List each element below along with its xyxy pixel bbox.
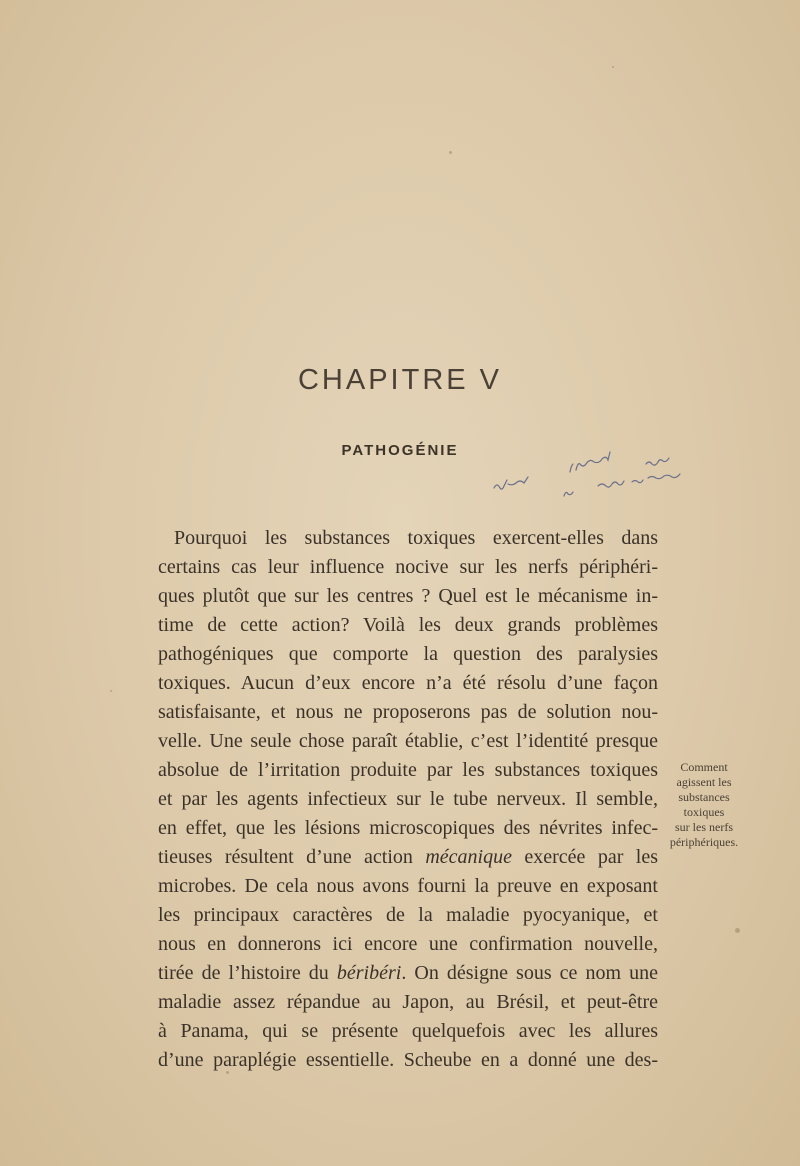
emphasis-text: mécanique	[425, 846, 512, 868]
text-segment: . On désigne sous ce nom une	[401, 962, 658, 984]
text-line	[158, 611, 658, 640]
text-line	[158, 669, 658, 698]
text-line	[158, 640, 658, 669]
text-line	[158, 756, 658, 785]
text-segment: et par les agents infectieux sur le tube nerveux. Il semble,	[158, 788, 658, 810]
text-segment: certains cas leur influence nocive sur les nerfs périphéri-	[158, 556, 658, 578]
margin-note-line: périphériques.	[669, 835, 739, 849]
text-segment: d’une paraplégie essentielle. Scheube en a donné une des-	[158, 1049, 658, 1071]
paper-speck	[449, 151, 452, 154]
text-segment: toxiques. Aucun d’eux encore n’a été résolu d’une façon	[158, 672, 658, 694]
text-segment: tieuses résultent d’une action	[158, 846, 426, 868]
text-line	[158, 872, 658, 901]
text-segment: pathogéniques que comporte la question des paralysies	[158, 643, 658, 665]
text-segment: à Panama, qui se présente quelquefois avec les allures	[158, 1020, 658, 1042]
text-segment: maladie assez répandue au Japon, au Brésil, et peut-être	[158, 991, 658, 1013]
text-segment: nous en donnerons ici encore une confirmation nouvelle,	[158, 933, 658, 955]
paper-speck	[110, 690, 112, 692]
text-segment: velle. Une seule chose paraît établie, c’est l’identité presque	[158, 730, 658, 752]
section-title: PATHOGÉNIE	[341, 442, 459, 459]
margin-note-line: substances	[678, 790, 730, 804]
text-line	[158, 524, 658, 553]
text-line	[158, 959, 658, 988]
margin-note	[658, 760, 750, 850]
text-segment: ques plutôt que sur les centres ? Quel est le mécanisme in-	[158, 585, 658, 607]
text-segment: exercée par les	[511, 846, 658, 868]
text-segment: time de cette action? Voilà les deux grands problèmes	[158, 614, 658, 636]
text-line	[158, 988, 658, 1017]
body-text	[158, 524, 658, 1075]
margin-note-line: Comment	[680, 760, 728, 774]
text-line	[158, 553, 658, 582]
paper-speck	[612, 66, 614, 68]
text-line	[158, 1017, 658, 1046]
text-segment: tirée de l’histoire du	[158, 962, 337, 984]
chapter-title: CHAPITRE V	[297, 364, 503, 396]
text-line	[158, 814, 658, 843]
text-line	[158, 843, 658, 872]
paper-speck	[735, 928, 740, 933]
margin-note-line: agissent les	[676, 775, 732, 789]
text-segment: les principaux caractères de la maladie pyocyanique, et	[158, 904, 658, 926]
margin-note-line: toxiques	[683, 805, 725, 819]
text-segment: en effet, que les lésions microscopiques des névrites infec-	[158, 817, 658, 839]
emphasis-text: béribéri	[336, 962, 402, 984]
text-segment: satisfaisante, et nous ne proposerons pas de solution nou-	[158, 701, 658, 723]
text-segment: Pourquoi les substances toxiques exercent-elles dans	[174, 527, 658, 549]
text-line	[158, 727, 658, 756]
text-line	[158, 698, 658, 727]
text-line	[158, 785, 658, 814]
text-segment: microbes. De cela nous avons fourni la preuve en exposant	[158, 875, 658, 897]
text-line	[158, 901, 658, 930]
text-line	[158, 1046, 658, 1075]
margin-note-line: sur les nerfs	[675, 820, 733, 834]
text-line	[158, 930, 658, 959]
handwritten-annotation	[486, 450, 706, 500]
text-line	[158, 582, 658, 611]
text-segment: absolue de l’irritation produite par les substances toxiques	[158, 759, 658, 781]
